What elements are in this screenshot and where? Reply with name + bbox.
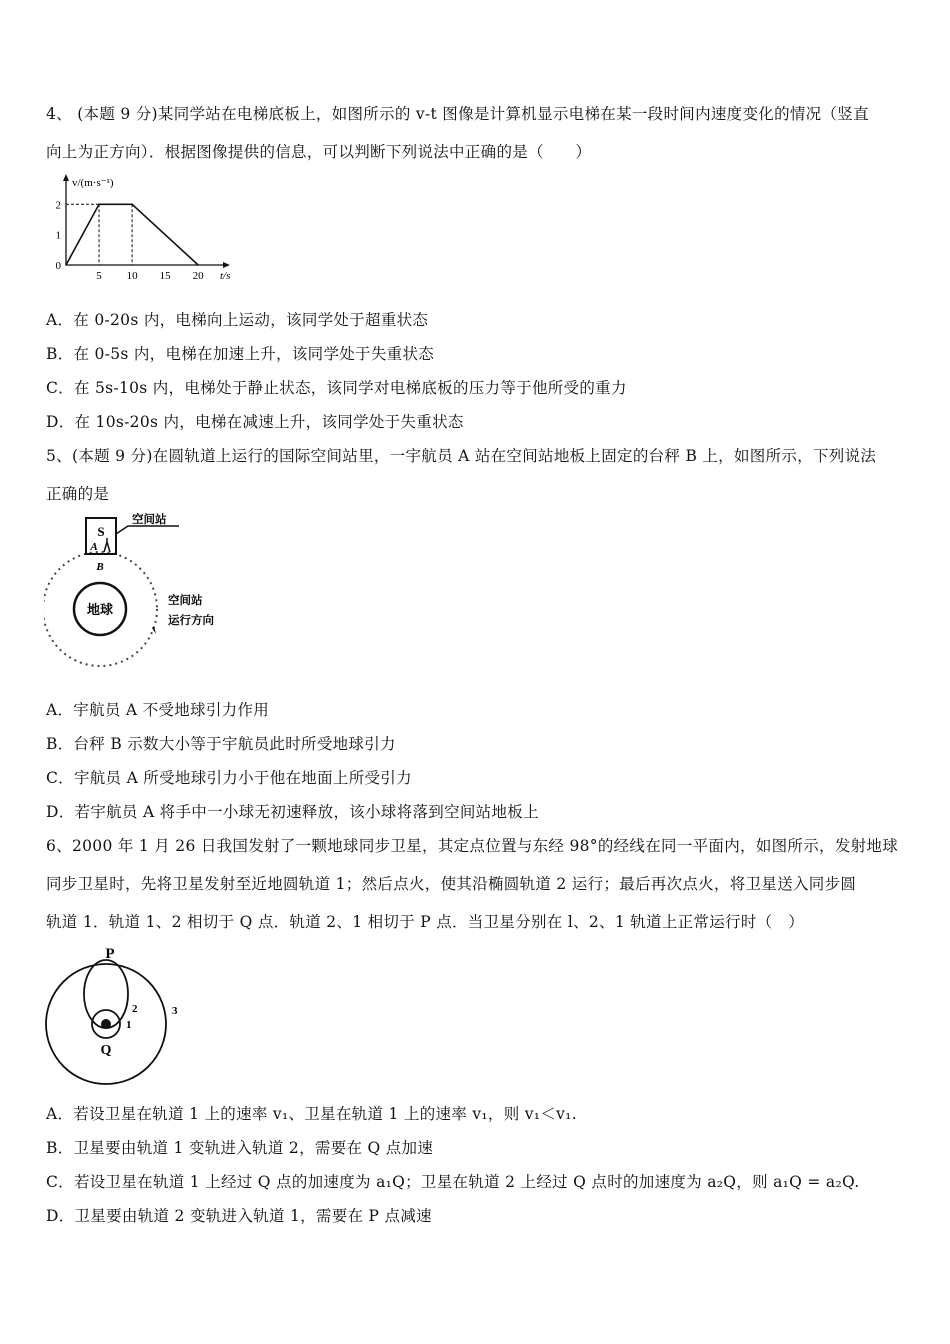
- q5-option-a: A．宇航员 A 不受地球引力作用: [46, 701, 270, 719]
- y-axis-label: v/(m·s⁻¹): [72, 177, 114, 189]
- x-tick-label: 10: [126, 270, 138, 282]
- direction-label-1: 空间站: [168, 595, 203, 607]
- q5-option-b: B．台秤 B 示数大小等于宇航员此时所受地球引力: [46, 735, 396, 753]
- station-leader-line: [116, 526, 179, 534]
- velocity-point: [197, 264, 199, 266]
- label-3: 3: [172, 1005, 178, 1017]
- q4-option-d: D．在 10s-20s 内，电梯在减速上升，该同学处于失重状态: [46, 413, 464, 431]
- letter-a: A: [90, 541, 98, 553]
- velocity-point: [131, 203, 133, 205]
- x-axis-label: t/s: [220, 270, 231, 282]
- velocity-point: [98, 203, 100, 205]
- q4-option-b: B．在 0-5s 内，电梯在加速上升，该同学处于失重状态: [46, 345, 435, 363]
- station-label: 空间站: [132, 514, 167, 526]
- q4-vt-chart: [48, 172, 238, 290]
- label-p: P: [105, 946, 115, 962]
- y-tick-label: 2: [55, 199, 61, 212]
- q4-option-a: A．在 0-20s 内，电梯向上运动，该同学处于超重状态: [46, 311, 429, 329]
- q5-option-c: C．宇航员 A 所受地球引力小于他在地面上所受引力: [46, 769, 412, 787]
- letter-b: B: [96, 561, 104, 573]
- q5-space-station-figure: [44, 512, 244, 674]
- y-axis-arrow: [63, 174, 69, 181]
- q4-stem-line-2: 向上为正方向）．根据图像提供的信息，可以判断下列说法中正确的是（ ）: [46, 143, 592, 161]
- orbit-2: [84, 960, 128, 1028]
- x-axis-arrow: [223, 262, 230, 268]
- q5-option-d: D．若宇航员 A 将手中一小球无初速释放，该小球将落到空间站地板上: [46, 803, 539, 821]
- y-tick-label: 0: [55, 260, 61, 272]
- q6-option-a: A．若设卫星在轨道 1 上的速率 v₁、卫星在轨道 1 上的速率 v₁，则 v₁＜v₁.: [46, 1105, 577, 1123]
- earth-label: 地球: [86, 602, 114, 617]
- direction-label-2: 运行方向: [168, 615, 214, 627]
- q6-orbit-figure: [42, 938, 192, 1088]
- q6-option-b: B．卫星要由轨道 1 变轨进入轨道 2，需要在 Q 点加速: [46, 1139, 434, 1157]
- q6-stem-line-3: 轨道 1．轨道 1、2 相切于 Q 点．轨道 2、1 相切于 P 点．当卫星分别在 l、2、1 轨道上正常运行时（ ）: [46, 913, 805, 931]
- q5-stem-line-2: 正确的是: [46, 485, 110, 503]
- label-1: 1: [126, 1019, 132, 1031]
- x-tick-label: 15: [159, 270, 171, 282]
- label-2: 2: [132, 1003, 138, 1015]
- label-q: Q: [100, 1043, 112, 1058]
- letter-s: S: [97, 524, 105, 539]
- q6-option-d: D．卫星要由轨道 2 变轨进入轨道 1，需要在 P 点减速: [46, 1207, 432, 1225]
- q6-stem-line-1: 6、2000 年 1 月 26 日我国发射了一颗地球同步卫星，其定点位置与东经 98°的经线在同一平面内，如图所示，发射地球: [46, 837, 899, 855]
- x-tick-label: 20: [192, 270, 204, 282]
- astronaut-figure: [104, 538, 110, 552]
- q6-stem-line-2: 同步卫星时，先将卫星发射至近地圆轨道 1；然后点火，使其沿椭圆轨道 2 运行；最后再次点火，将卫星送入同步圆: [46, 875, 857, 893]
- q6-option-c: C．若设卫星在轨道 1 上经过 Q 点的加速度为 a₁Q；卫星在轨道 2 上经过 Q 点时的加速度为 a₂Q，则 a₁Q = a₂Q.: [46, 1173, 860, 1191]
- q4-stem-line-1: 4、 (本题 9 分)某同学站在电梯底板上，如图所示的 v-t 图像是计算机显示电梯在某一段时间内速度变化的情况（竖直: [46, 105, 869, 123]
- earth-dot: [101, 1019, 111, 1029]
- velocity-point: [65, 264, 67, 266]
- x-tick-label: 5: [96, 270, 102, 282]
- y-tick-label: 1: [55, 229, 61, 242]
- q5-stem-line-1: 5、(本题 9 分)在圆轨道上运行的国际空间站里，一宇航员 A 站在空间站地板上固定的台秤 B 上，如图所示，下列说法: [46, 447, 877, 465]
- q4-option-c: C．在 5s-10s 内，电梯处于静止状态，该同学对电梯底板的压力等于他所受的重力: [46, 379, 627, 397]
